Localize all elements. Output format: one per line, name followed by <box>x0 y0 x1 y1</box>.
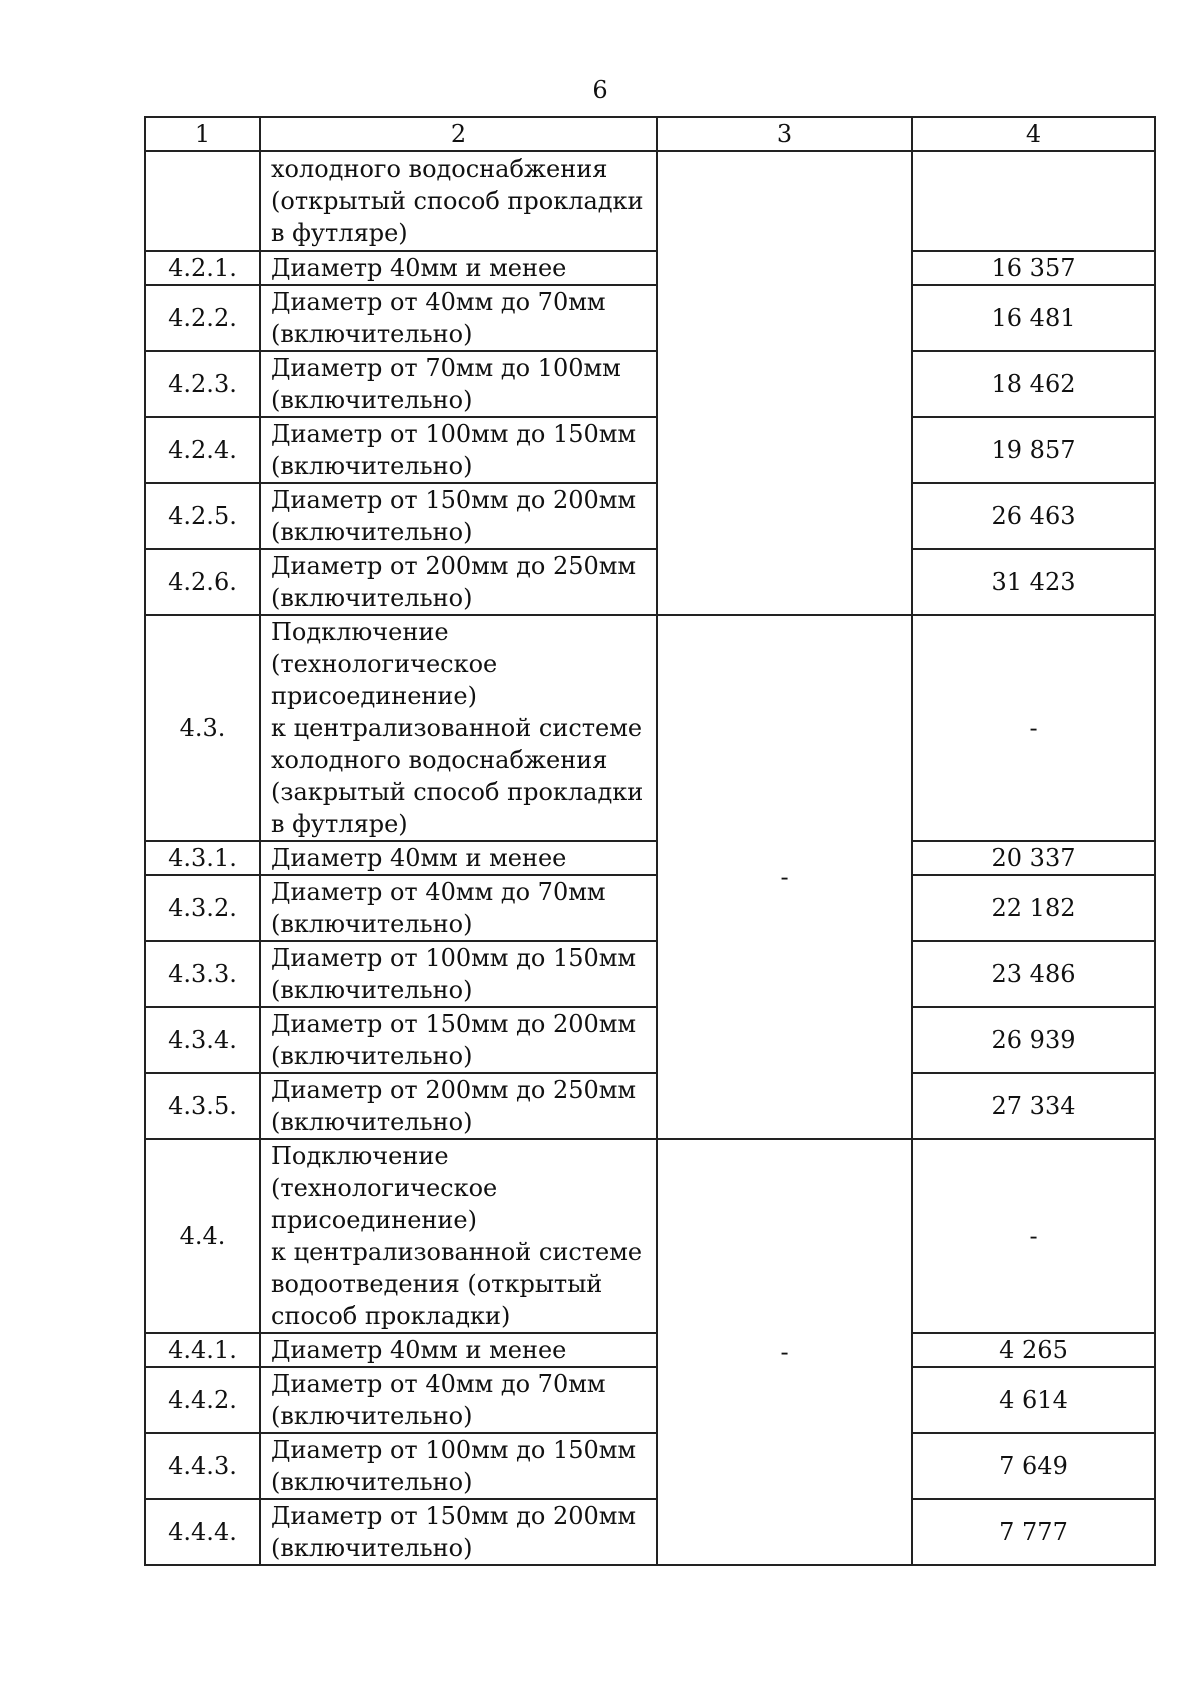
header-col-3: 3 <box>657 117 912 151</box>
row-number: 4.4.1. <box>145 1333 260 1367</box>
section-description: Подключение (технологическое присоединение) к централизованной системе холодного водоснабжения (закрытый способ прокладки в футляре) <box>260 615 657 841</box>
row-number: 4.3.4. <box>145 1007 260 1073</box>
tariff-table <box>144 116 1156 1566</box>
header-col-1: 1 <box>145 117 260 151</box>
table-row <box>145 1333 1155 1367</box>
table-row <box>145 251 1155 285</box>
section-value: - <box>912 615 1155 841</box>
row-value: 27 334 <box>912 1073 1155 1139</box>
row-value: 22 182 <box>912 875 1155 941</box>
table-row <box>145 1367 1155 1433</box>
row-value: 26 939 <box>912 1007 1155 1073</box>
table-row <box>145 1499 1155 1565</box>
table-row <box>145 285 1155 351</box>
row-description: Диаметр от 40мм до 70мм (включительно) <box>260 285 657 351</box>
row-value: 4 614 <box>912 1367 1155 1433</box>
table-row <box>145 941 1155 1007</box>
section-value: - <box>912 1139 1155 1333</box>
row-number: 4.2.3. <box>145 351 260 417</box>
section-description: Подключение (технологическое присоединение) к централизованной системе водоотведения (открытый способ прокладки) <box>260 1139 657 1333</box>
row-description: Диаметр от 100мм до 150мм (включительно) <box>260 941 657 1007</box>
row-description: Диаметр от 150мм до 200мм (включительно) <box>260 1007 657 1073</box>
row-number: 4.4.2. <box>145 1367 260 1433</box>
row-number: 4.4.4. <box>145 1499 260 1565</box>
row-value: 26 463 <box>912 483 1155 549</box>
row-description: Диаметр от 40мм до 70мм (включительно) <box>260 1367 657 1433</box>
table-row <box>145 875 1155 941</box>
section-number: 4.4. <box>145 1139 260 1333</box>
table-row <box>145 1073 1155 1139</box>
row-number: 4.4.3. <box>145 1433 260 1499</box>
row-number <box>145 151 260 251</box>
row-number: 4.3.3. <box>145 941 260 1007</box>
table-row <box>145 417 1155 483</box>
row-number: 4.3.1. <box>145 841 260 875</box>
section-heading-row <box>145 1139 1155 1333</box>
row-number: 4.3.2. <box>145 875 260 941</box>
row-number: 4.2.2. <box>145 285 260 351</box>
row-value: 23 486 <box>912 941 1155 1007</box>
row-number: 4.2.5. <box>145 483 260 549</box>
row-description: Диаметр 40мм и менее <box>260 251 657 285</box>
row-value: 16 481 <box>912 285 1155 351</box>
header-col-2: 2 <box>260 117 657 151</box>
row-value: 20 337 <box>912 841 1155 875</box>
table-row <box>145 483 1155 549</box>
row-description: Диаметр 40мм и менее <box>260 841 657 875</box>
column-3-dash: - <box>657 615 912 1139</box>
table-row <box>145 351 1155 417</box>
row-value: 19 857 <box>912 417 1155 483</box>
row-description: холодного водоснабжения (открытый способ прокладки в футляре) <box>260 151 657 251</box>
column-3-dash: - <box>657 1139 912 1565</box>
table-body <box>145 151 1155 1565</box>
row-value: 7 777 <box>912 1499 1155 1565</box>
row-value: 7 649 <box>912 1433 1155 1499</box>
row-number: 4.2.6. <box>145 549 260 615</box>
section-heading-row <box>145 615 1155 841</box>
row-value: 18 462 <box>912 351 1155 417</box>
row-description: Диаметр от 70мм до 100мм (включительно) <box>260 351 657 417</box>
row-value: 4 265 <box>912 1333 1155 1367</box>
row-description: Диаметр от 100мм до 150мм (включительно) <box>260 417 657 483</box>
row-number: 4.2.1. <box>145 251 260 285</box>
column-3-empty <box>657 151 912 615</box>
table-row <box>145 841 1155 875</box>
row-description: Диаметр от 100мм до 150мм (включительно) <box>260 1433 657 1499</box>
table-header-row <box>145 117 1155 151</box>
row-value <box>912 151 1155 251</box>
row-value: 31 423 <box>912 549 1155 615</box>
row-number: 4.2.4. <box>145 417 260 483</box>
section-number: 4.3. <box>145 615 260 841</box>
table-row <box>145 151 1155 251</box>
row-description: Диаметр от 200мм до 250мм (включительно) <box>260 549 657 615</box>
table-row <box>145 1433 1155 1499</box>
row-description: Диаметр 40мм и менее <box>260 1333 657 1367</box>
page-number: 6 <box>592 76 608 104</box>
row-description: Диаметр от 150мм до 200мм (включительно) <box>260 1499 657 1565</box>
row-description: Диаметр от 150мм до 200мм (включительно) <box>260 483 657 549</box>
row-number: 4.3.5. <box>145 1073 260 1139</box>
table-row <box>145 1007 1155 1073</box>
row-description: Диаметр от 200мм до 250мм (включительно) <box>260 1073 657 1139</box>
header-col-4: 4 <box>912 117 1155 151</box>
table-row <box>145 549 1155 615</box>
row-description: Диаметр от 40мм до 70мм (включительно) <box>260 875 657 941</box>
row-value: 16 357 <box>912 251 1155 285</box>
